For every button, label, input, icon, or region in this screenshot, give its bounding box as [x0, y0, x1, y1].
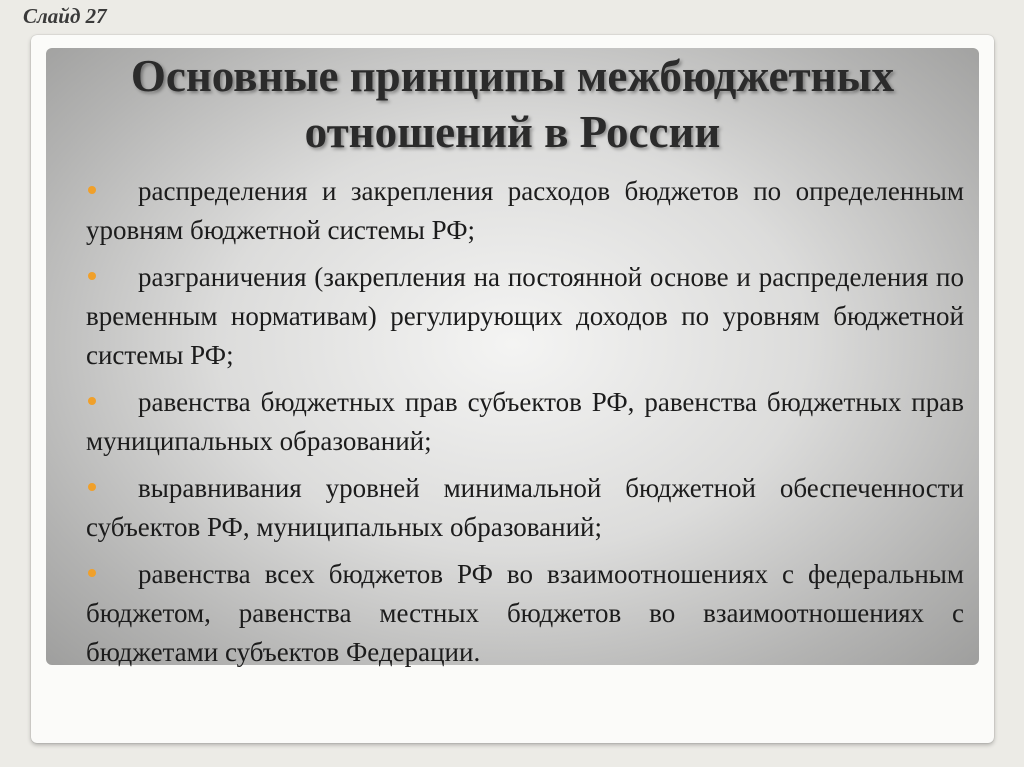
- list-item-text: разграничения (закрепления на постоянной основе и распределения по временным нормативам) регулирующих доходов по уровням бюджетной системы РФ;: [86, 262, 964, 370]
- bullet-dot-icon: [88, 483, 96, 491]
- list-item-text: выравнивания уровней минимальной бюджетной обеспеченности субъектов РФ, муниципальных образований;: [86, 473, 964, 542]
- list-item: [86, 172, 964, 250]
- principles-list: [86, 172, 964, 680]
- bullet-dot-icon: [88, 186, 96, 194]
- list-item: [86, 469, 964, 547]
- list-item: [86, 258, 964, 375]
- list-item-text: равенства бюджетных прав субъектов РФ, равенства бюджетных прав муниципальных образований;: [86, 387, 964, 456]
- bullet-dot-icon: [88, 569, 96, 577]
- slide-title: [46, 48, 979, 160]
- list-item: [86, 555, 964, 672]
- list-item-text: равенства всех бюджетов РФ во взаимоотношениях с федеральным бюджетом, равенства местных бюджетов во взаимоотношениях с бюджетами субъектов Федерации.: [86, 559, 964, 667]
- bullet-dot-icon: [88, 272, 96, 280]
- bullet-dot-icon: [88, 397, 96, 405]
- list-item-text: распределения и закрепления расходов бюджетов по определенным уровням бюджетной системы РФ;: [86, 176, 964, 245]
- list-item: [86, 383, 964, 461]
- slide-title-line-2: отношений в России: [304, 107, 721, 157]
- slide-number: Слайд 27: [23, 4, 107, 28]
- slide-title-line-1: Основные принципы межбюджетных: [130, 51, 895, 101]
